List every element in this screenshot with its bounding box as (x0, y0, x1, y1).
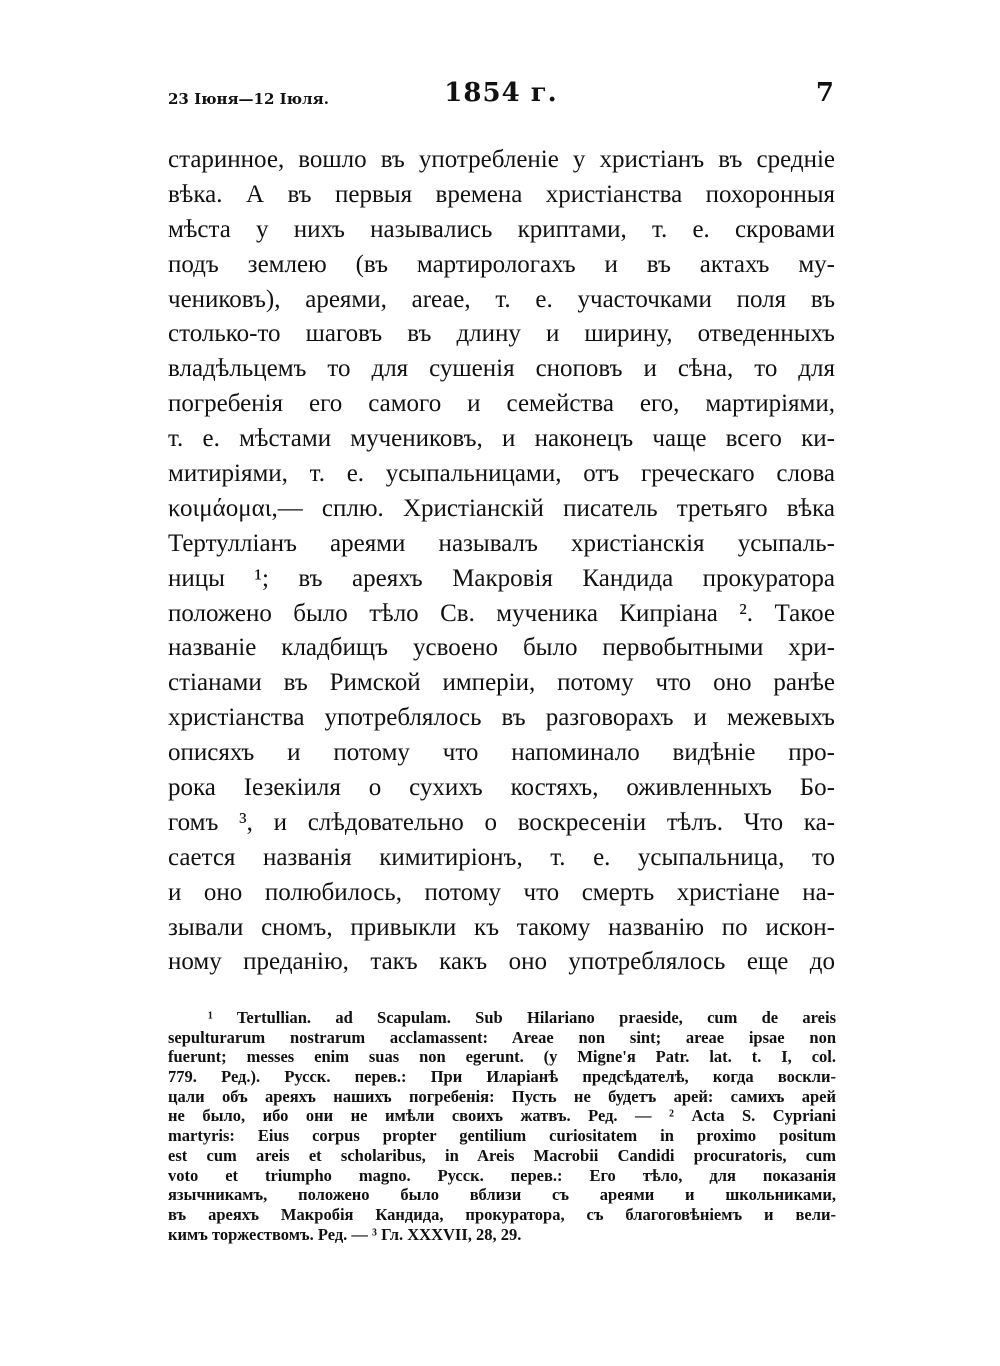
text-line: ному преданію, такъ какъ оно употреблялось еще до (168, 948, 835, 976)
footnote-line: voto et triumpho magno. Русск. перев.: Его тѣло, для показанія (168, 1165, 836, 1185)
text-line: владѣльцемъ то для сушенія сноповъ и сѣна, то для (168, 355, 835, 383)
text-line: чениковъ), ареями, areae, т. е. участочками поля въ (168, 285, 835, 313)
footnote-line: кимъ торжествомъ. Ред. — ³ Гл. XXXVII, 28, 29. (168, 1224, 522, 1244)
text-line: положено было тѣло Св. мученика Кипріана ². Такое (168, 599, 835, 627)
footnotes (168, 1008, 836, 1244)
text-line: и оно полюбилось, потому что смерть христіане на- (168, 878, 835, 906)
main-text (168, 143, 835, 980)
footnote-line: не было, ибо они не имѣли своихъ жатвъ. Ред. — ² Acta S. Cypriani (168, 1106, 836, 1126)
footnote-line: fuerunt; messes enim suas non egerunt. (у Migne'я Patr. lat. t. I, col. (168, 1047, 836, 1067)
header-year: 1854 г. (444, 78, 558, 108)
footnote-line: martyris: Eius corpus propter gentilium curiositatem in proximo positum (168, 1126, 836, 1146)
text-line: Тертулліанъ ареями называлъ христіанскія усыпаль- (168, 529, 835, 557)
footnote-line: sepulturarum nostrarum acclamassent: Areae non sint; areae ipsae non (168, 1027, 836, 1047)
text-line: зывали сномъ, привыкли къ такому названію по искон- (168, 913, 835, 941)
footnote-line: 779. Ред.). Русск. перев.: При Иларіанѣ предсѣдателѣ, когда воскли- (168, 1067, 836, 1087)
page-number: 7 (815, 78, 834, 108)
header-dates: 23 Іюня—12 Іюля. (168, 90, 329, 108)
text-line: подъ землею (въ мартирологахъ и въ актахъ му- (168, 250, 835, 278)
text-line: т. е. мѣстами мучениковъ, и наконецъ чаще всего ки- (168, 425, 835, 453)
text-line: гомъ ³, и слѣдовательно о воскресеніи тѣлъ. Что ка- (168, 808, 835, 836)
footnote-line: язычникамъ, положено было вблизи съ ареями и школьниками, (168, 1185, 836, 1205)
text-line: названіе кладбищъ усвоено было первобытными хри- (168, 634, 835, 662)
text-line: митиріями, т. е. усыпальницами, отъ греческаго слова (168, 460, 835, 488)
text-line: описяхъ и потому что напоминало видѣніе про- (168, 739, 835, 767)
text-line: старинное, вошло въ употребленіе у христіанъ въ средніе (168, 146, 835, 173)
footnote-line: цали объ ареяхъ нашихъ погребенія: Пусть не будетъ арей: самихъ арей (168, 1086, 836, 1106)
text-line: столько-то шаговъ въ длину и ширину, отведенныхъ (168, 320, 835, 348)
text-line: сается названія кимитиріонъ, т. е. усыпальница, то (168, 843, 835, 871)
text-line: κοιμάομαι,— сплю. Христіанскій писатель третьяго вѣка (168, 494, 835, 522)
text-line: христіанства употреблялось въ разговорахъ и межевыхъ (168, 704, 835, 732)
text-line: ницы ¹; въ ареяхъ Макровія Кандида прокуратора (168, 564, 835, 592)
footnote-line: ¹ Tertullian. ad Scapulam. Sub Hilariano praeside, cum de areis (208, 1008, 836, 1027)
text-line: стіанами въ Римской имперіи, потому что оно ранѣе (168, 669, 835, 697)
footnote-line: est cum areis et scholaribus, in Areis Macrobii Candidi procuratoris, cum (168, 1145, 836, 1165)
text-line: погребенія его самого и семейства его, мартиріями, (168, 390, 835, 418)
running-header (168, 78, 834, 112)
footnote-line: въ ареяхъ Макробія Кандида, прокуратора, съ благоговѣніемъ и вели- (168, 1204, 836, 1224)
text-line: вѣка. А въ первыя времена христіанства похоронныя (168, 180, 835, 208)
text-line: мѣста у нихъ назывались криптами, т. е. скровами (168, 215, 835, 243)
text-line: рока Іезекіиля о сухихъ костяхъ, оживленныхъ Бо- (168, 774, 835, 802)
